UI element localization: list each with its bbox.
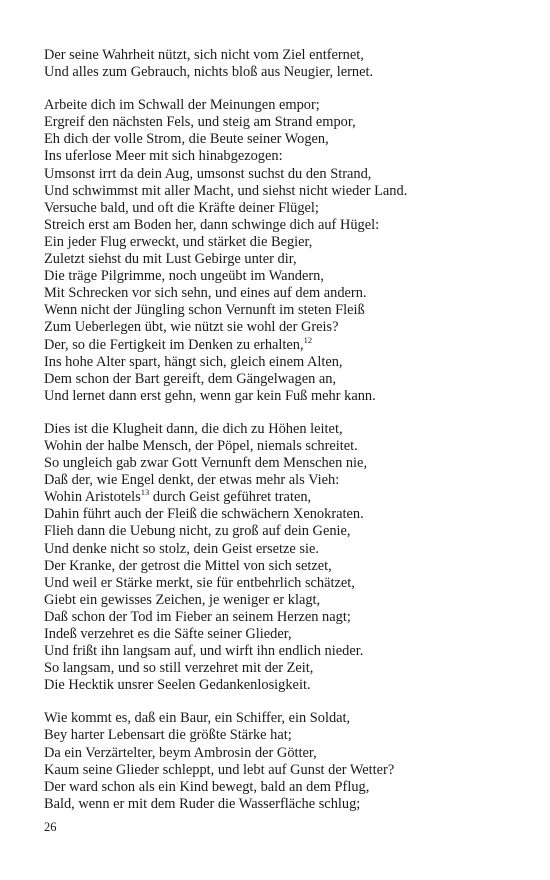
stanza-1 [44, 47, 514, 81]
verse-line: Und frißt ihn langsam auf, und wirft ihn endlich nieder. [44, 643, 364, 660]
verse-line: Und lernet dann erst gehn, wenn gar kein Fuß mehr kann. [44, 387, 376, 404]
verse-text: Wohin Aristotels [44, 489, 141, 506]
verse-line-with-footnote [44, 334, 514, 354]
verse-text: durch Geist geführet traten, [152, 489, 312, 506]
verse-line: So ungleich gab zwar Gott Vernunft dem Menschen nie, [44, 455, 368, 472]
verse-line: Ins uferlose Meer mit sich hinabgezogen: [44, 148, 283, 165]
verse-line: Flieh dann die Uebung nicht, zu groß auf dein Genie, [44, 523, 351, 540]
verse-text: Der, so die Fertigkeit im Denken zu erhalten, [44, 336, 304, 353]
verse-line: Zuletzt siehst du mit Lust Gebirge unter dir, [44, 251, 297, 268]
verse-line: So langsam, und so still verzehret mit der Zeit, [44, 660, 314, 677]
verse-line: Streich erst am Boden her, dann schwinge dich auf Hügel: [44, 216, 380, 233]
verse-line: Der seine Wahrheit nützt, sich nicht vom Ziel entfernet, [44, 47, 364, 63]
verse-line: Versuche bald, und oft die Kräfte deiner Flügel; [44, 199, 319, 216]
verse-line: Dem schon der Bart gereift, dem Gängelwagen an, [44, 370, 337, 387]
verse-line: Ergreif den nächsten Fels, und steig am Strand empor, [44, 114, 356, 131]
stanza-3 [44, 421, 514, 695]
verse-line-with-footnote [44, 489, 514, 506]
verse-line: Dahin führt auch der Fleiß die schwächern Xenokraten. [44, 506, 364, 523]
verse-line: Die träge Pilgrimme, noch ungeübt im Wandern, [44, 268, 324, 285]
verse-line: Ein jeder Flug erweckt, und stärket die Begier, [44, 233, 313, 250]
verse-line: Daß schon der Tod im Fieber an seinem Herzen nagt; [44, 608, 351, 625]
verse-line: Wie kommt es, daß ein Baur, ein Schiffer, ein Soldat, [44, 710, 351, 727]
verse-line: Und weil er Stärke merkt, sie für entbehrlich schätzet, [44, 574, 355, 591]
poem-text [44, 47, 514, 829]
stanza-2 [44, 97, 514, 405]
verse-line: Daß der, wie Engel denkt, der etwas mehr als Vieh: [44, 472, 340, 489]
verse-line: Indeß verzehret es die Säfte seiner Glieder, [44, 626, 292, 642]
verse-line: Wenn nicht der Jüngling schon Vernunft im steten Fleiß [44, 302, 365, 319]
verse-line: Der ward schon als ein Kind bewegt, bald an dem Pflug, [44, 778, 370, 795]
verse-line: Eh dich der volle Strom, die Beute seiner Wogen, [44, 131, 329, 148]
verse-line: Die Hecktik unsrer Seelen Gedankenlosigkeit. [44, 677, 311, 694]
footnote-marker[interactable]: 13 [140, 487, 150, 498]
verse-line: Mit Schrecken vor sich sehn, und eines auf dem andern. [44, 285, 367, 302]
verse-line: Und alles zum Gebrauch, nichts bloß aus Neugier, lernet. [44, 64, 374, 81]
verse-line: Und denke nicht so stolz, dein Geist ersetze sie. [44, 540, 319, 557]
verse-line: Giebt ein gewisses Zeichen, je weniger er klagt, [44, 591, 321, 608]
verse-line: Arbeite dich im Schwall der Meinungen empor; [44, 97, 320, 114]
page-number: 26 [44, 820, 57, 834]
verse-line: Bald, wenn er mit dem Ruder die Wasserfläche schlug; [44, 795, 361, 812]
verse-line: Und schwimmst mit aller Macht, und siehst nicht wieder Land. [44, 182, 408, 199]
stanza-4 [44, 710, 514, 813]
verse-line: Kaum seine Glieder schleppt, und lebt auf Gunst der Wetter? [44, 761, 395, 778]
verse-line: Zum Ueberlegen übt, wie nützt sie wohl der Greis? [44, 319, 339, 336]
verse-line: Umsonst irrt da dein Aug, umsonst suchst du den Strand, [44, 165, 372, 182]
verse-line: Ins hohe Alter spart, hängt sich, gleich einem Alten, [44, 353, 343, 370]
verse-line: Dies ist die Klugheit dann, die dich zu Höhen leitet, [44, 420, 343, 437]
verse-line: Da ein Verzärtelter, beym Ambrosin der Götter, [44, 744, 317, 761]
footnote-marker[interactable]: 12 [303, 334, 313, 345]
verse-line: Wohin der halbe Mensch, der Pöpel, niemals schreitet. [44, 437, 358, 454]
verse-line: Der Kranke, der getrost die Mittel von sich setzet, [44, 557, 332, 574]
verse-line: Bey harter Lebensart die größte Stärke hat; [44, 727, 292, 744]
